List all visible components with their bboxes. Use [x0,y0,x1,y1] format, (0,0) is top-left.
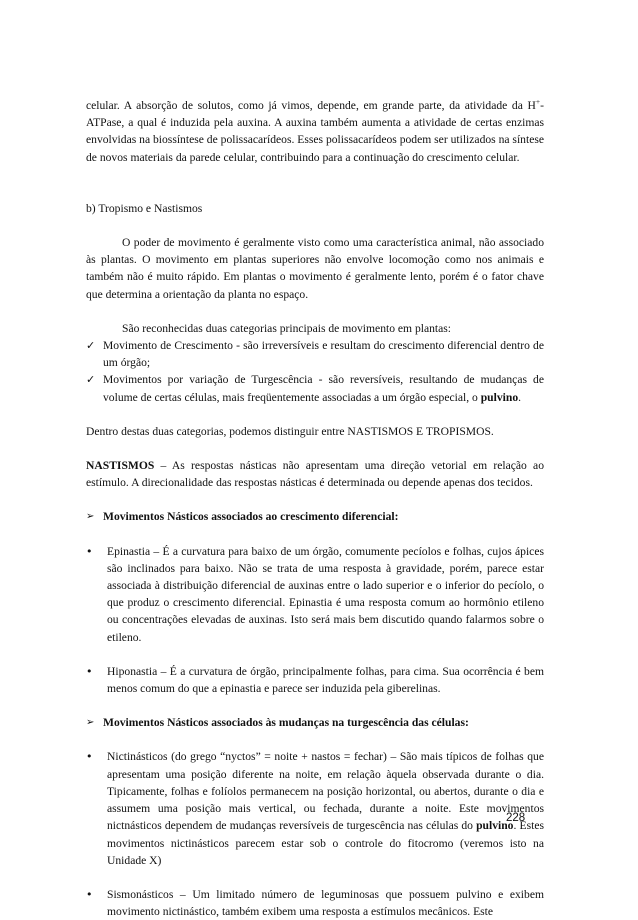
bullet-icon: • [86,544,93,558]
arrow-bullet-icon: ➢ [86,511,95,523]
intro-text-part2: -ATPase, a qual é induzida pela auxina. A auxina também aumenta a atividade de certas enzimas envolvidas na biossíntese de polissacarídeos. Esses polissacarídeos podem ser utilizados na síntese de novos materiais da parede celular, contribuindo para a continuação do crescimento celular. [86,99,544,164]
subheading-text: Movimentos Násticos associados às mudanças na turgescência das células: [103,716,469,730]
list-item [86,371,544,405]
list-item-text: Movimento de Crescimento - são irreversíveis e resultam do crescimento diferencial dentro de um órgão; [103,339,544,370]
sismonasticos-text: Sismonásticos – Um limitado número de leguminosas que possuem pulvino e exibem movimento nictinástico, também exibem uma resposta a estímulos mecânicos. Este [107,887,544,919]
bullet-icon: • [86,664,93,678]
pulvino-term: pulvino [480,390,519,404]
list-item-hiponastia [86,663,544,697]
intro-text-part1: celular. A absorção de solutos, como já vimos, depende, em grande parte, da atividade da H [86,99,536,112]
nastismos-term: NASTISMOS [86,459,155,473]
page-content [86,97,544,920]
list-item-text: Movimentos por variação de Turgescência - são reversíveis, resultando de mudanças de volume de certas células, mais freqüentemente associadas a um órgão especial, o [103,373,544,404]
list-item [86,337,544,371]
nastismos-paragraph [86,457,544,491]
section-heading: b) Tropismo e Nastismos [86,201,203,215]
nictinasticos-text: Nictinásticos (do grego “nyctos” = noite + nastos = fechar) – São mais típicos de folhas que apresentam uma posição diferente na noite, em relação àquela observada durante o dia. Tipicamente, folhas e folíolos permanecem na posição horizontal, ou abertos, durante o dia e assumem uma posição mais vertical, ou fechada, durante a noite. Este movimentos nictnásticos dependem de mudanças reversíveis de turgescência nas células do [107,750,544,833]
subheading-turgor [86,714,544,731]
arrow-bullet-icon: ➢ [86,717,95,729]
pulvino-term: pulvino [476,819,514,833]
intro-paragraph [86,97,544,166]
hiponastia-text: Hiponastia – É a curvatura de órgão, principalmente folhas, para cima. Sua ocorrência é bem menos comum do que a epinastia e parece ser induzida pela giberelinas. [107,664,544,696]
nictinasticos-text-end: . Estes movimentos nictinásticos parecem estar sob o controle do fitocromo (veremos isto na Unidade X) [107,819,544,867]
list-item-nictinasticos [86,748,544,868]
checkmark-icon: ✓ [86,373,96,387]
bullet-icon: • [86,887,93,901]
subheading-growth [86,508,544,525]
list-item-text-end: . [518,390,522,404]
bullet-icon: • [86,750,93,764]
subheading-text: Movimentos Násticos associados ao crescimento diferencial: [103,510,399,524]
list-item-epinastia [86,543,544,646]
movement-paragraph: O poder de movimento é geralmente visto como uma característica animal, não associado às plantas. O movimento em plantas superiores não envolve locomoção como nos animais e também não é muito rápido. Em plantas o movimento é geralmente lento, porém é o fator chave que determina a orientação da planta no espaço. [86,236,544,301]
checkmark-icon: ✓ [86,339,96,353]
within-paragraph: Dentro destas duas categorias, podemos distinguir entre NASTISMOS E TROPISMOS. [86,424,494,438]
nastismos-text: – As respostas násticas não apresentam uma direção vetorial em relação ao estímulo. A direcionalidade das respostas násticas é determinada ou depende apenas dos tecidos. [86,459,544,490]
page-number: 228 [506,812,526,824]
superscript-plus: + [535,97,541,107]
categories-paragraph: São reconhecidas duas categorias principais de movimento em plantas: [122,321,452,335]
epinastia-text: Epinastia – É a curvatura para baixo de um órgão, comumente pecíolos e folhas, cujos ápices são inclinados para baixo. Não se trata de uma resposta à gravidade, porém, parece estar associada à distribuição diferencial de auxinas entre o lado superior e o inferior do pecíolo, o que produz o crescimento diferencial. Epinastia é uma resposta comum ao hormônio etileno ou concentrações elevadas de auxinas. Isto será mais bem discutido quando falarmos sobre o etileno. [107,544,544,644]
